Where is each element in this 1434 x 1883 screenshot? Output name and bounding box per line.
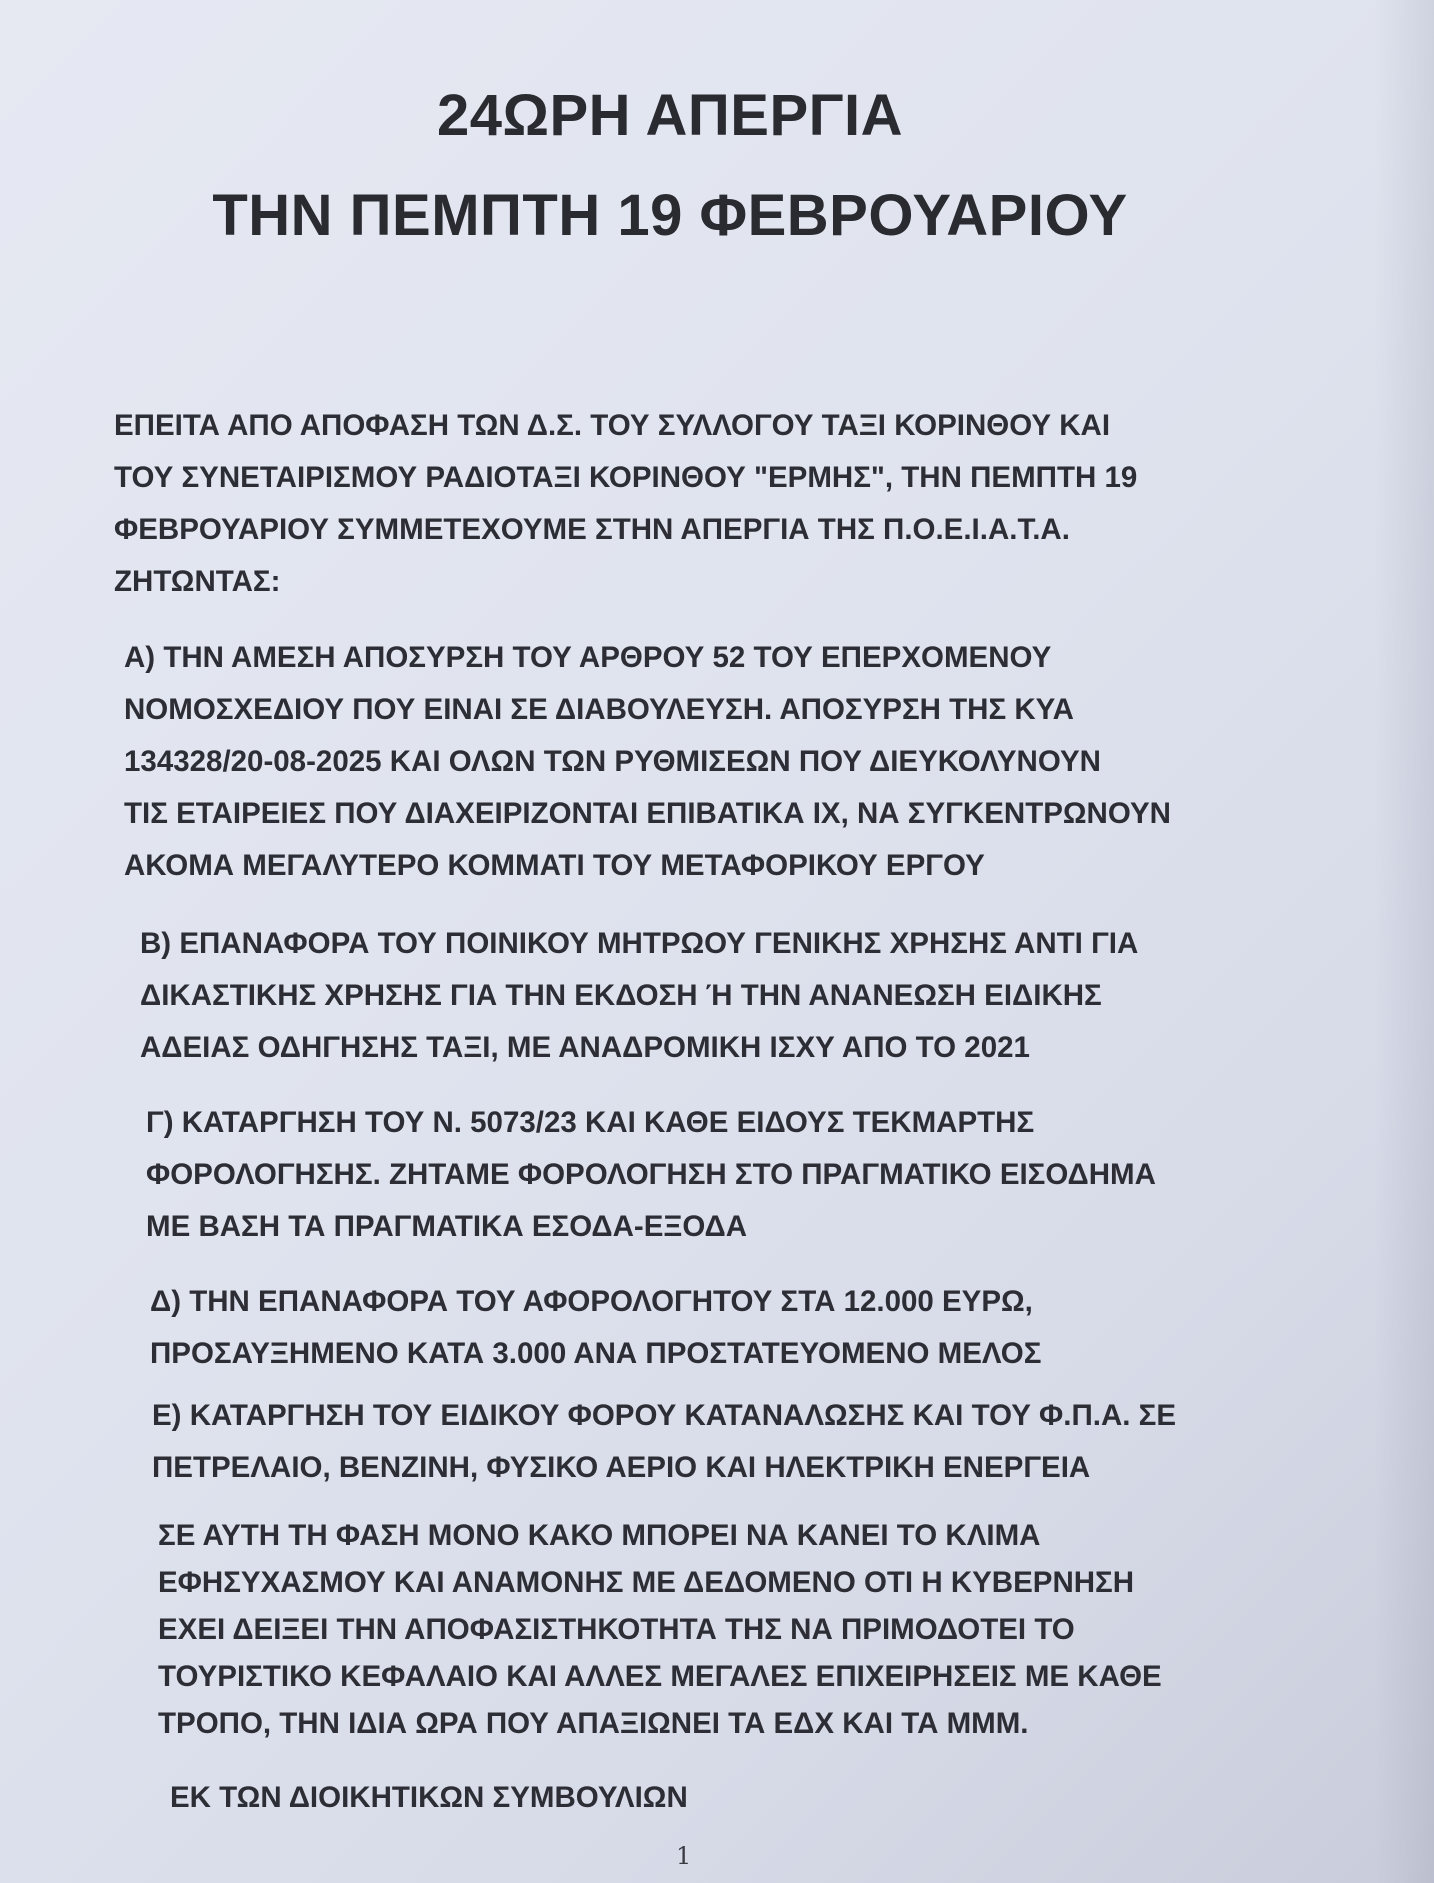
demand-b-line: ΑΔΕΙΑΣ ΟΔΗΓΗΣΗΣ ΤΑΞΙ, ΜΕ ΑΝΑΔΡΟΜΙΚΗ ΙΣΧΥ ΑΠΟ ΤΟ 2021: [140, 1031, 1030, 1064]
closing-line: ΤΟΥΡΙΣΤΙΚΟ ΚΕΦΑΛΑΙΟ ΚΑΙ ΑΛΛΕΣ ΜΕΓΑΛΕΣ ΕΠΙΧΕΙΡΗΣΕΙΣ ΜΕ ΚΑΘΕ: [158, 1660, 1162, 1693]
intro-line: ΦΕΒΡΟΥΑΡΙΟΥ ΣΥΜΜΕΤΕΧΟΥΜΕ ΣΤΗΝ ΑΠΕΡΓΙΑ ΤΗΣ Π.Ο.Ε.Ι.Α.Τ.Α.: [114, 513, 1070, 546]
page-number: 1: [676, 1842, 692, 1870]
demand-a-line: 134328/20-08-2025 ΚΑΙ ΟΛΩΝ ΤΩΝ ΡΥΘΜΙΣΕΩΝ ΠΟΥ ΔΙΕΥΚΟΛΥΝΟΥΝ: [124, 745, 1101, 778]
demand-b: [140, 918, 1138, 1074]
demand-d: [150, 1276, 1041, 1380]
closing-line: ΤΡΟΠΟ, ΤΗΝ ΙΔΙΑ ΩΡΑ ΠΟΥ ΑΠΑΞΙΩΝΕΙ ΤΑ ΕΔΧ ΚΑΙ ΤΑ ΜΜΜ.: [158, 1707, 1029, 1740]
demand-b-line: ΔΙΚΑΣΤΙΚΗΣ ΧΡΗΣΗΣ ΓΙΑ ΤΗΝ ΕΚΔΟΣΗ Ή ΤΗΝ ΑΝΑΝΕΩΣΗ ΕΙΔΙΚΗΣ: [140, 979, 1102, 1012]
page-edge-shadow: [1374, 0, 1434, 1883]
demand-c-line: ΦΟΡΟΛΟΓΗΣΗΣ. ΖΗΤΑΜΕ ΦΟΡΟΛΟΓΗΣΗ ΣΤΟ ΠΡΑΓΜΑΤΙΚΟ ΕΙΣΟΔΗΜΑ: [146, 1158, 1156, 1191]
intro-paragraph: [114, 400, 1137, 608]
demand-a-line: ΤΙΣ ΕΤΑΙΡΕΙΕΣ ΠΟΥ ΔΙΑΧΕΙΡΙΖΟΝΤΑΙ ΕΠΙΒΑΤΙΚΑ ΙΧ, ΝΑ ΣΥΓΚΕΝΤΡΩΝΟΥΝ: [124, 797, 1171, 830]
closing-paragraph: [158, 1512, 1162, 1747]
demand-a-line: ΝΟΜΟΣΧΕΔΙΟΥ ΠΟΥ ΕΙΝΑΙ ΣΕ ΔΙΑΒΟΥΛΕΥΣΗ. ΑΠΟΣΥΡΣΗ ΤΗΣ ΚΥΑ: [124, 693, 1074, 726]
demand-a-line: Α) ΤΗΝ ΑΜΕΣΗ ΑΠΟΣΥΡΣΗ ΤΟΥ ΑΡΘΡΟΥ 52 ΤΟΥ ΕΠΕΡΧΟΜΕΝΟΥ: [124, 641, 1052, 674]
intro-line: ΤΟΥ ΣΥΝΕΤΑΙΡΙΣΜΟΥ ΡΑΔΙΟΤΑΞΙ ΚΟΡΙΝΘΟΥ "ΕΡΜΗΣ", ΤΗΝ ΠΕΜΠΤΗ 19: [114, 461, 1138, 494]
demand-b-line: Β) ΕΠΑΝΑΦΟΡΑ ΤΟΥ ΠΟΙΝΙΚΟΥ ΜΗΤΡΩΟΥ ΓΕΝΙΚΗΣ ΧΡΗΣΗΣ ΑΝΤΙ ΓΙΑ: [140, 927, 1139, 960]
closing-line: ΣΕ ΑΥΤΗ ΤΗ ΦΑΣΗ ΜΟΝΟ ΚΑΚΟ ΜΠΟΡΕΙ ΝΑ ΚΑΝΕΙ ΤΟ ΚΛΙΜΑ: [158, 1519, 1041, 1552]
intro-line: ΕΠΕΙΤΑ ΑΠΟ ΑΠΟΦΑΣΗ ΤΩΝ Δ.Σ. ΤΟΥ ΣΥΛΛΟΓΟΥ ΤΑΞΙ ΚΟΡΙΝΘΟΥ ΚΑΙ: [114, 409, 1111, 442]
signature-line: ΕΚ ΤΩΝ ΔΙΟΙΚΗΤΙΚΩΝ ΣΥΜΒΟΥΛΙΩΝ: [170, 1781, 688, 1814]
demand-a: [124, 632, 1171, 892]
demand-e-line: ΠΕΤΡΕΛΑΙΟ, ΒΕΝΖΙΝΗ, ΦΥΣΙΚΟ ΑΕΡΙΟ ΚΑΙ ΗΛΕΚΤΡΙΚΗ ΕΝΕΡΓΕΙΑ: [152, 1451, 1091, 1484]
demand-c-line: ΜΕ ΒΑΣΗ ΤΑ ΠΡΑΓΜΑΤΙΚΑ ΕΣΟΔΑ-ΕΞΟΔΑ: [146, 1210, 748, 1243]
demand-c: [146, 1097, 1156, 1253]
headline-date: ΤΗΝ ΠΕΜΠΤΗ 19 ΦΕΒΡΟΥΑΡΙΟΥ: [212, 183, 1128, 248]
demand-d-line: ΠΡΟΣΑΥΞΗΜΕΝΟ ΚΑΤΑ 3.000 ΑΝΑ ΠΡΟΣΤΑΤΕΥΟΜΕΝΟ ΜΕΛΟΣ: [150, 1337, 1042, 1370]
closing-line: ΕΦΗΣΥΧΑΣΜΟΥ ΚΑΙ ΑΝΑΜΟΝΗΣ ΜΕ ΔΕΔΟΜΕΝΟ ΟΤΙ Η ΚΥΒΕΡΝΗΣΗ: [158, 1566, 1135, 1599]
demand-a-line: ΑΚΟΜΑ ΜΕΓΑΛΥΤΕΡΟ ΚΟΜΜΑΤΙ ΤΟΥ ΜΕΤΑΦΟΡΙΚΟΥ ΕΡΓΟΥ: [124, 849, 985, 882]
closing-line: ΕΧΕΙ ΔΕΙΞΕΙ ΤΗΝ ΑΠΟΦΑΣΙΣΤΗΚΟΤΗΤΑ ΤΗΣ ΝΑ ΠΡΙΜΟΔΟΤΕΙ ΤΟ: [158, 1613, 1075, 1646]
demand-c-line: Γ) ΚΑΤΑΡΓΗΣΗ ΤΟΥ Ν. 5073/23 ΚΑΙ ΚΑΘΕ ΕΙΔΟΥΣ ΤΕΚΜΑΡΤΗΣ: [146, 1106, 1035, 1139]
headline-strike: 24ΩΡΗ ΑΠΕΡΓΙΑ: [436, 83, 904, 148]
demand-d-line: Δ) ΤΗΝ ΕΠΑΝΑΦΟΡΑ ΤΟΥ ΑΦΟΡΟΛΟΓΗΤΟΥ ΣΤΑ 12.000 ΕΥΡΩ,: [150, 1285, 1033, 1318]
demand-e: [152, 1390, 1176, 1494]
demand-e-line: Ε) ΚΑΤΑΡΓΗΣΗ ΤΟΥ ΕΙΔΙΚΟΥ ΦΟΡΟΥ ΚΑΤΑΝΑΛΩΣΗΣ ΚΑΙ ΤΟΥ Φ.Π.Α. ΣΕ: [152, 1399, 1177, 1432]
intro-line: ΖΗΤΩΝΤΑΣ:: [114, 565, 281, 598]
